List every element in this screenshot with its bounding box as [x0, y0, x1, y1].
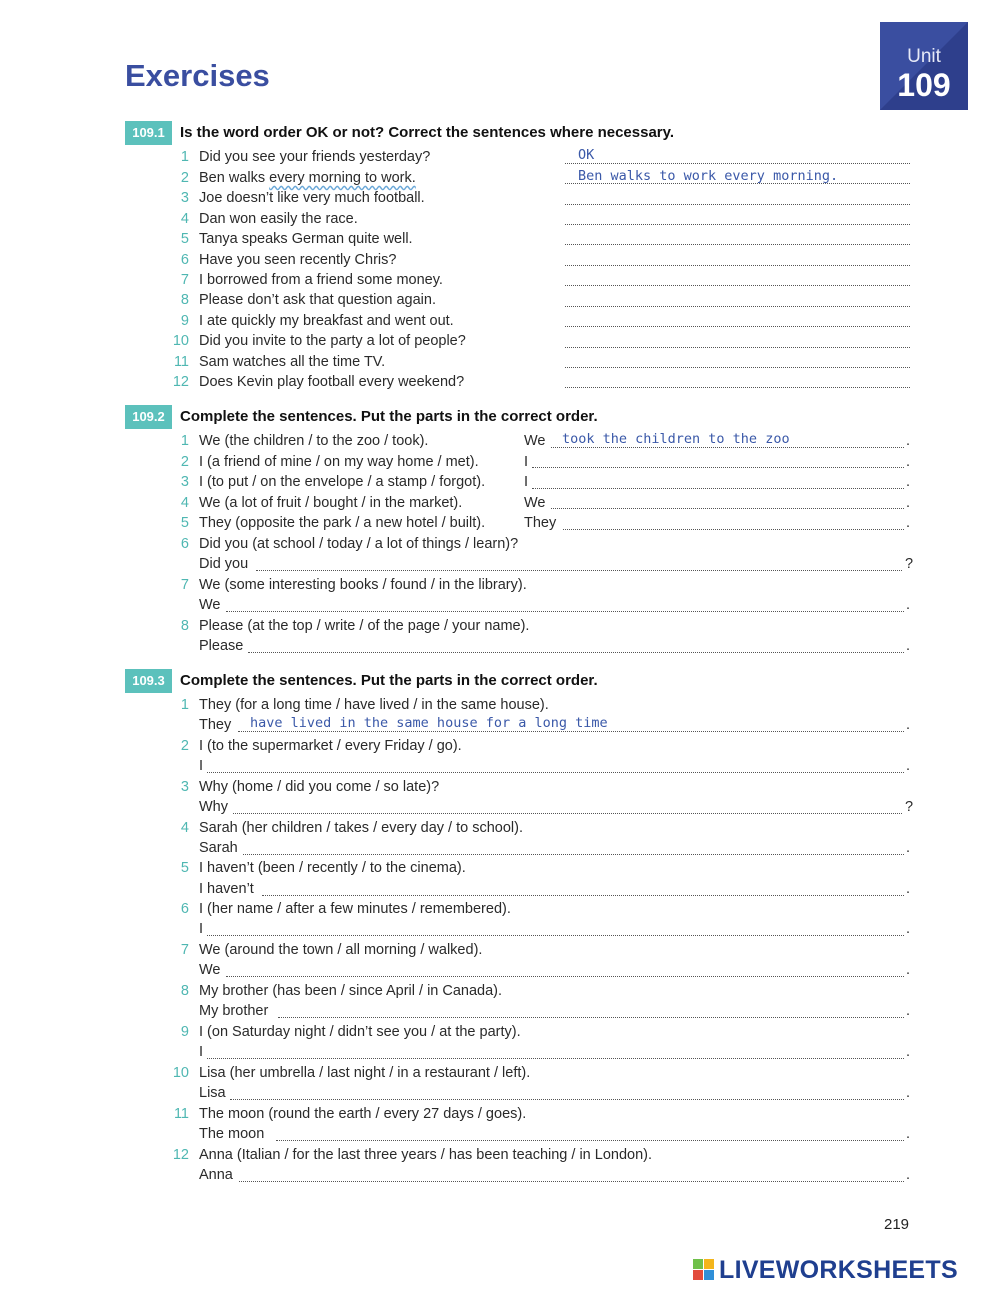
answer-line[interactable]	[565, 285, 910, 286]
item-number: 4	[180, 211, 189, 227]
answer-prefix: Anna	[199, 1167, 233, 1183]
item-number: 1	[180, 433, 189, 449]
answer-line[interactable]	[238, 731, 904, 732]
item-number: 7	[180, 272, 189, 288]
item-text: They (for a long time / have lived / in the same house).	[199, 697, 549, 713]
item-number: 3	[180, 779, 189, 795]
unit-number: 109	[897, 67, 951, 103]
item-number: 6	[180, 252, 189, 268]
item-text: Lisa (her umbrella / last night / in a restaurant / left).	[199, 1065, 531, 1081]
exercise-instruction: Is the word order OK or not? Correct the sentences where necessary.	[180, 124, 675, 141]
exercise-badge: 109.2	[125, 405, 172, 429]
answer-prefix: We	[524, 433, 546, 449]
answer-prefix: I haven’t	[199, 881, 254, 897]
item-text: Does Kevin play football every weekend?	[199, 374, 465, 390]
item-number: 6	[180, 901, 189, 917]
answer-line[interactable]	[565, 163, 910, 164]
item-number: 10	[172, 1065, 189, 1081]
item-text: Please (at the top / write / of the page / your name).	[199, 618, 530, 634]
answer-prefix: The moon	[199, 1126, 265, 1142]
item-text: I ate quickly my breakfast and went out.	[199, 313, 454, 329]
answer-text[interactable]: Ben walks to work every morning.	[578, 168, 839, 184]
item-text: Anna (Italian / for the last three years / has been teaching / in London).	[199, 1147, 653, 1163]
item-number: 4	[180, 820, 189, 836]
answer-line[interactable]	[565, 204, 910, 205]
answer-line[interactable]	[226, 976, 904, 977]
item-number: 7	[180, 942, 189, 958]
page-number: 219	[884, 1216, 910, 1233]
item-number: 11	[173, 1106, 189, 1122]
item-number: 3	[180, 474, 189, 490]
exercise-instruction: Complete the sentences. Put the parts in the correct order.	[180, 672, 598, 689]
answer-prefix: We	[199, 597, 221, 613]
end-punctuation: .	[906, 597, 911, 613]
item-number: 8	[180, 292, 189, 308]
end-punctuation: ?	[905, 556, 914, 572]
answer-line[interactable]	[248, 652, 904, 653]
item-text: I (to the supermarket / every Friday / go).	[199, 738, 462, 754]
answer-prefix: Lisa	[199, 1085, 226, 1101]
end-punctuation: .	[906, 881, 911, 897]
item-number: 2	[180, 454, 189, 470]
item-number: 11	[173, 354, 189, 370]
item-text: I haven’t (been / recently / to the cinema).	[199, 860, 466, 876]
end-punctuation: .	[906, 1003, 911, 1019]
item-text: I (to put / on the envelope / a stamp / forgot).	[199, 474, 486, 490]
answer-text[interactable]: OK	[578, 147, 595, 163]
item-number: 7	[180, 577, 189, 593]
item-text: They (opposite the park / a new hotel / built).	[199, 515, 486, 531]
end-punctuation: .	[906, 840, 911, 856]
end-punctuation: .	[906, 758, 911, 774]
item-text: Sam watches all the time TV.	[199, 354, 386, 370]
item-text: Did you see your friends yesterday?	[199, 149, 431, 165]
marked-phrase: every morning to work.	[269, 170, 416, 186]
answer-line[interactable]	[565, 244, 910, 245]
answer-line[interactable]	[256, 570, 902, 571]
end-punctuation: .	[906, 1085, 911, 1101]
answer-prefix: My brother	[199, 1003, 269, 1019]
answer-line[interactable]	[565, 367, 910, 368]
item-number: 12	[172, 1147, 189, 1163]
answer-line[interactable]	[565, 387, 910, 388]
item-number: 8	[180, 618, 189, 634]
item-text: Please don’t ask that question again.	[199, 292, 436, 308]
item-number: 6	[180, 536, 189, 552]
item-text: Dan won easily the race.	[199, 211, 358, 227]
answer-prefix: I	[199, 921, 204, 937]
item-number: 1	[180, 697, 189, 713]
end-punctuation: .	[906, 962, 911, 978]
end-punctuation: .	[906, 1126, 911, 1142]
answer-prefix: Please	[199, 638, 244, 654]
answer-line[interactable]	[565, 326, 910, 327]
answer-line[interactable]	[233, 813, 902, 814]
answer-line[interactable]	[239, 1181, 904, 1182]
item-text: We (the children / to the zoo / took).	[199, 433, 429, 449]
item-number: 10	[172, 333, 189, 349]
item-text: Tanya speaks German quite well.	[199, 231, 413, 247]
unit-badge	[880, 22, 968, 110]
item-text: I borrowed from a friend some money.	[199, 272, 443, 288]
answer-text[interactable]: took the children to the zoo	[562, 431, 790, 447]
answer-text[interactable]: have lived in the same house for a long time	[250, 715, 608, 731]
end-punctuation: .	[906, 638, 911, 654]
answer-line[interactable]	[563, 529, 904, 530]
answer-line[interactable]	[565, 306, 910, 307]
end-punctuation: .	[906, 515, 911, 531]
page-title: Exercises	[125, 58, 270, 93]
end-punctuation: ?	[905, 799, 914, 815]
answer-prefix: I	[524, 454, 529, 470]
item-number: 12	[172, 374, 189, 390]
item-text: We (around the town / all morning / walked).	[199, 942, 483, 958]
exercise-instruction: Complete the sentences. Put the parts in the correct order.	[180, 408, 598, 425]
end-punctuation: .	[906, 474, 911, 490]
exercise-badge: 109.3	[125, 669, 172, 693]
answer-line[interactable]	[243, 854, 904, 855]
item-text: Did you invite to the party a lot of people?	[199, 333, 466, 349]
exercise-badge: 109.1	[125, 121, 172, 145]
item-text: Did you (at school / today / a lot of things / learn)?	[199, 536, 519, 552]
answer-prefix: We	[199, 962, 221, 978]
item-text: We (a lot of fruit / bought / in the market).	[199, 495, 463, 511]
end-punctuation: .	[906, 717, 911, 733]
answer-prefix: I	[524, 474, 529, 490]
item-text: I (her name / after a few minutes / remembered).	[199, 901, 511, 917]
item-number: 3	[180, 190, 189, 206]
item-number: 9	[180, 313, 189, 329]
answer-line[interactable]	[565, 265, 910, 266]
answer-line[interactable]	[276, 1140, 904, 1141]
item-number: 4	[180, 495, 189, 511]
item-text: The moon (round the earth / every 27 days / goes).	[199, 1106, 527, 1122]
end-punctuation: .	[906, 1167, 911, 1183]
answer-line[interactable]	[551, 508, 904, 509]
item-text: My brother (has been / since April / in Canada).	[199, 983, 503, 999]
unit-label: Unit	[907, 46, 941, 67]
answer-line[interactable]	[226, 611, 904, 612]
item-number: 8	[180, 983, 189, 999]
answer-line[interactable]	[565, 347, 910, 348]
end-punctuation: .	[906, 433, 911, 449]
answer-prefix: They	[524, 515, 557, 531]
item-number: 9	[180, 1024, 189, 1040]
end-punctuation: .	[906, 1044, 911, 1060]
item-text: We (some interesting books / found / in the library).	[199, 577, 527, 593]
answer-line[interactable]	[532, 488, 904, 489]
answer-line[interactable]	[207, 935, 904, 936]
answer-line[interactable]	[551, 447, 904, 448]
answer-prefix: I	[199, 1044, 204, 1060]
end-punctuation: .	[906, 495, 911, 511]
answer-prefix: Did you	[199, 556, 249, 572]
item-text: Joe doesn’t like very much football.	[199, 190, 425, 206]
item-number: 5	[180, 515, 189, 531]
answer-line[interactable]	[532, 467, 904, 468]
answer-prefix: They	[199, 717, 232, 733]
answer-prefix: Sarah	[199, 840, 238, 856]
item-number: 5	[180, 860, 189, 876]
item-number: 5	[180, 231, 189, 247]
item-text: I (on Saturday night / didn’t see you / at the party).	[199, 1024, 521, 1040]
answer-prefix: Why	[199, 799, 228, 815]
item-text: I (a friend of mine / on my way home / met).	[199, 454, 479, 470]
answer-line[interactable]	[207, 1058, 904, 1059]
item-number: 1	[180, 149, 189, 165]
end-punctuation: .	[906, 921, 911, 937]
answer-line[interactable]	[565, 224, 910, 225]
answer-line[interactable]	[207, 772, 904, 773]
answer-line[interactable]	[278, 1017, 904, 1018]
answer-prefix: We	[524, 495, 546, 511]
item-number: 2	[180, 738, 189, 754]
answer-prefix: I	[199, 758, 204, 774]
answer-line[interactable]	[230, 1099, 904, 1100]
end-punctuation: .	[906, 454, 911, 470]
item-number: 2	[180, 170, 189, 186]
brand-name: LIVEWORKSHEETS	[719, 1256, 958, 1284]
liveworksheets-icon	[693, 1259, 715, 1281]
item-text: Ben walks every morning to work.	[199, 170, 416, 186]
item-text: Have you seen recently Chris?	[199, 252, 397, 268]
answer-line[interactable]	[262, 895, 904, 896]
item-text: Why (home / did you come / so late)?	[199, 779, 440, 795]
item-text: Sarah (her children / takes / every day / to school).	[199, 820, 523, 836]
